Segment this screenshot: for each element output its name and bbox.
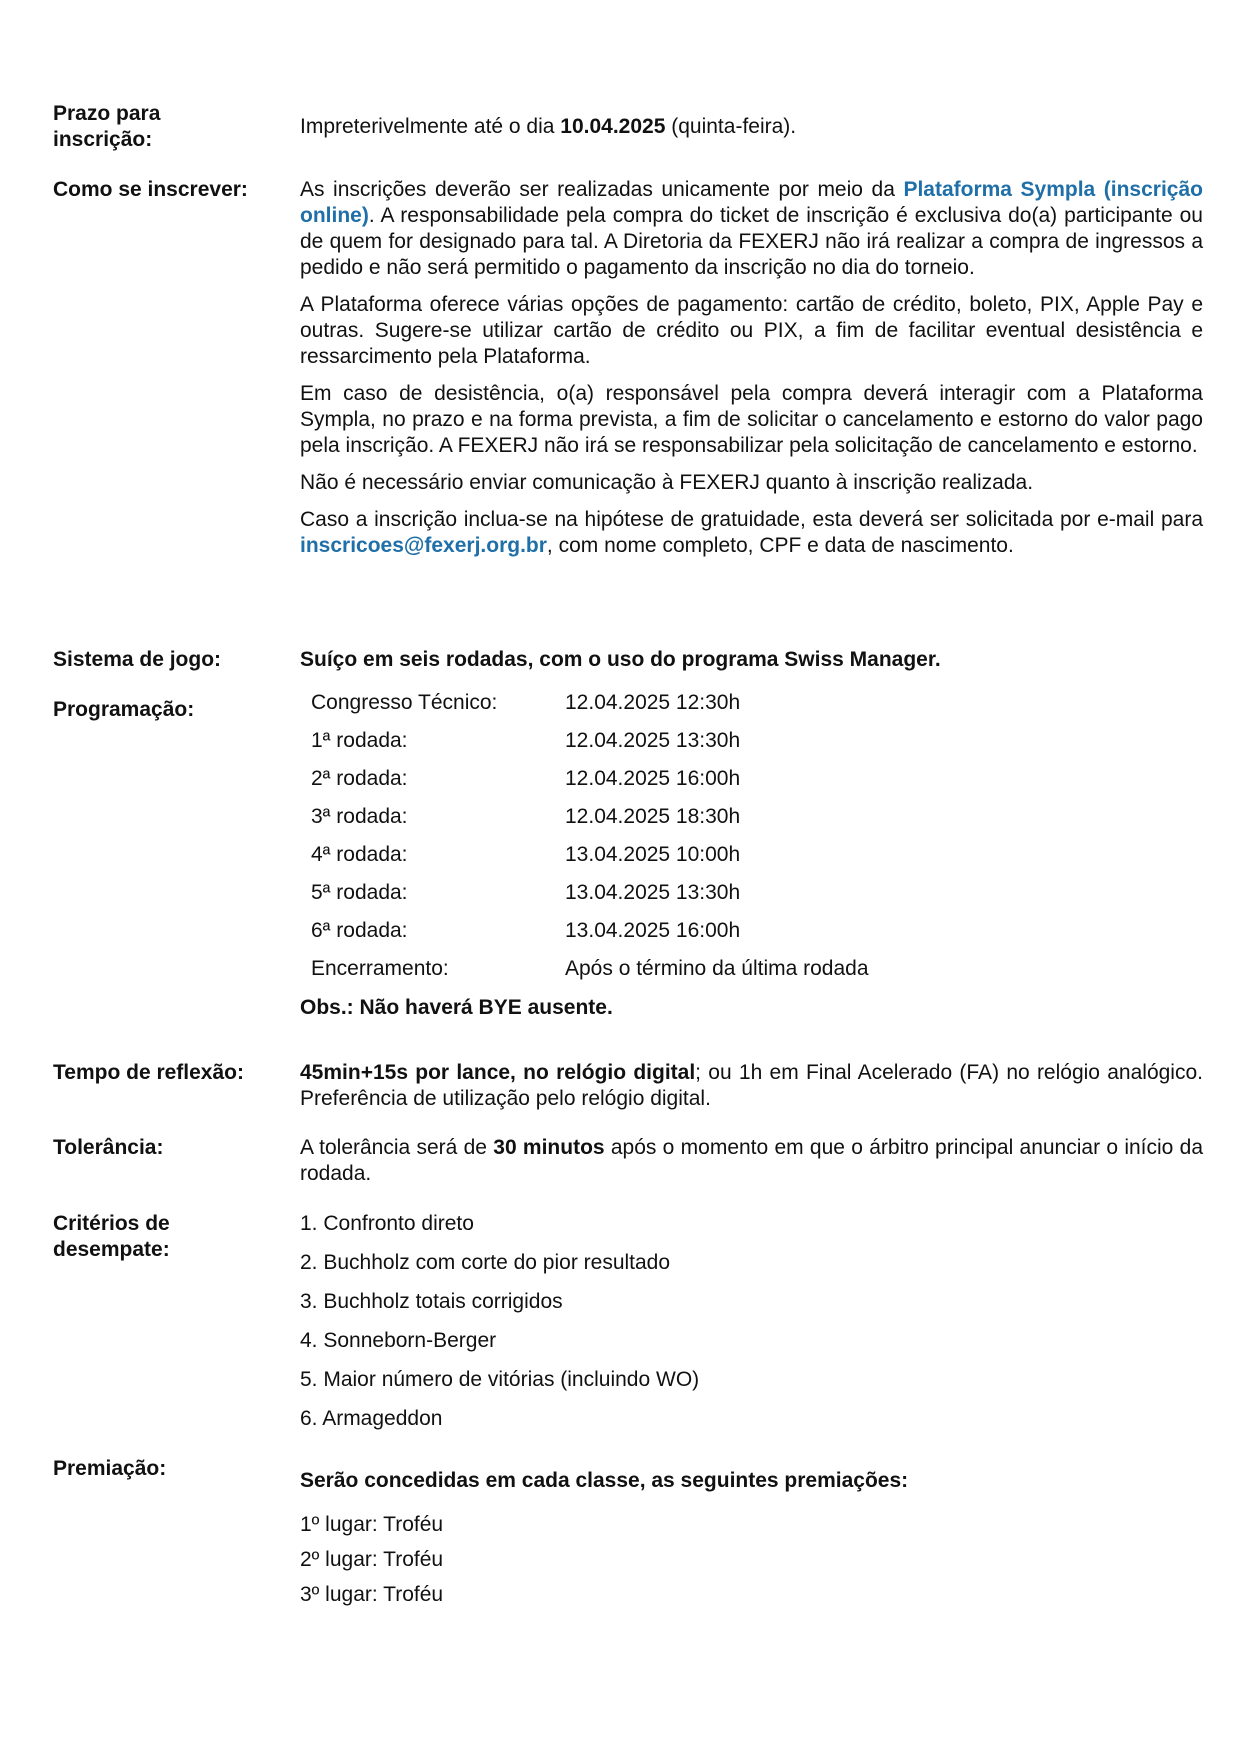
como-paragraph-4: Não é necessário enviar comunicação à FEXERJ quanto à inscrição realizada. [300,471,1034,494]
tolerancia-label: Tolerância: [53,1136,164,1159]
schedule-datetime: 13.04.2025 10:00h [565,843,741,866]
como-paragraph-5 [300,507,1203,559]
premiacao-heading: Serão concedidas em cada classe, as seguintes premiações: [300,1469,909,1492]
prazo-label: Prazo para inscrição: [53,102,161,151]
schedule-datetime: 12.04.2025 13:30h [565,729,741,752]
programacao-obs: Obs.: Não haverá BYE ausente. [300,996,613,1019]
como-p1-post: . A responsabilidade pela compra do ticket de inscrição é exclusiva do(a) participante ou de quem for designado para tal. A Diretoria da FEXERJ não irá realizar a compra de ingressos a pedido e não será permitido o pagamento da inscrição no dia do torneio. [300,204,1203,279]
criterios-label: Critérios de desempate: [53,1212,170,1261]
schedule-event: Encerramento: [311,957,449,980]
schedule-row [300,684,1203,722]
schedule-event: Congresso Técnico: [311,691,498,714]
schedule-event: 4ª rodada: [311,843,408,866]
tempo-rest: ; ou 1h em Final Acelerado (FA) no relógio analógico. Preferência de utilização pelo relógio digital. [300,1061,1203,1110]
como-label: Como se inscrever: [53,178,248,201]
criterio-item: 2. Buchholz com corte do pior resultado [300,1251,671,1274]
sistema-label: Sistema de jogo: [53,648,222,671]
schedule-row [300,950,1203,988]
premiacao-list [300,1506,1203,1611]
criterios-list [300,1205,1203,1439]
schedule-row [300,836,1203,874]
schedule-datetime: Após o término da última rodada [565,957,869,980]
programacao-label: Programação: [53,698,195,721]
premiacao-label: Premiação: [53,1457,167,1480]
premiacao-item: 3º lugar: Troféu [300,1583,444,1606]
como-content [300,177,1203,570]
schedule-row [300,722,1203,760]
criterio-item: 1. Confronto direto [300,1212,474,1235]
schedule-event: 5ª rodada: [311,881,408,904]
tolerancia-pre: A tolerância será de [300,1136,494,1159]
schedule-datetime: 13.04.2025 16:00h [565,919,741,942]
como-paragraph-3: Em caso de desistência, o(a) responsável pela compra deverá interagir com a Plataforma Sympla, no prazo e na forma prevista, a fim de solicitar o cancelamento e estorno do valor pago pela inscrição. A FEXERJ não irá se responsabilizar pela solicitação de cancelamento e estorno. [300,382,1203,457]
prazo-text-pre: Impreterivelmente até o dia [300,115,561,138]
email-link[interactable]: inscricoes@fexerj.org.br [300,534,547,557]
schedule-event: 3ª rodada: [311,805,408,828]
sympla-link[interactable]: Plataforma Sympla (inscrição online) [300,178,1203,227]
schedule-event: 6ª rodada: [311,919,408,942]
premiacao-content [300,1468,1203,1611]
como-p5-pre: Caso a inscrição inclua-se na hipótese de gratuidade, esta deverá ser solicitada por e-mail para [300,508,1203,531]
tempo-label: Tempo de reflexão: [53,1061,244,1084]
schedule-row [300,760,1203,798]
prazo-content [300,114,1203,140]
schedule-event: 2ª rodada: [311,767,408,790]
como-paragraph-1 [300,177,1203,281]
schedule-datetime: 13.04.2025 13:30h [565,881,741,904]
criterio-item: 6. Armageddon [300,1407,443,1430]
prazo-text-post: (quinta-feira). [665,115,797,138]
schedule-row [300,912,1203,950]
criterio-item: 4. Sonneborn-Berger [300,1329,497,1352]
tempo-bold: 45min+15s por lance, no relógio digital [300,1061,696,1084]
premiacao-item: 2º lugar: Troféu [300,1548,444,1571]
como-p1-pre: As inscrições deverão ser realizadas unicamente por meio da [300,178,904,201]
criterio-item: 5. Maior número de vitórias (incluindo WO) [300,1368,700,1391]
como-p5-post: , com nome completo, CPF e data de nascimento. [546,534,1014,557]
programacao-content [300,684,1203,1021]
schedule-datetime: 12.04.2025 18:30h [565,805,741,828]
prazo-date: 10.04.2025 [560,115,666,138]
schedule-datetime: 12.04.2025 16:00h [565,767,741,790]
schedule-event: 1ª rodada: [311,729,408,752]
como-paragraph-2: A Plataforma oferece várias opções de pagamento: cartão de crédito, boleto, PIX, Apple Pay e outras. Sugere-se utilizar cartão de crédito ou PIX, a fim de facilitar eventual desistência e ressarcimento pela Plataforma. [300,293,1203,368]
tempo-content [300,1060,1203,1112]
schedule-list [300,684,1203,988]
premiacao-item: 1º lugar: Troféu [300,1513,444,1536]
tolerancia-post: após o momento em que o árbitro principal anunciar o início da rodada. [300,1136,1203,1185]
schedule-row [300,798,1203,836]
schedule-datetime: 12.04.2025 12:30h [565,691,741,714]
schedule-row [300,874,1203,912]
tolerancia-content [300,1135,1203,1187]
criterio-item: 3. Buchholz totais corrigidos [300,1290,563,1313]
sistema-text: Suíço em seis rodadas, com o uso do programa Swiss Manager. [300,648,941,671]
tolerancia-bold: 30 minutos [493,1136,605,1159]
